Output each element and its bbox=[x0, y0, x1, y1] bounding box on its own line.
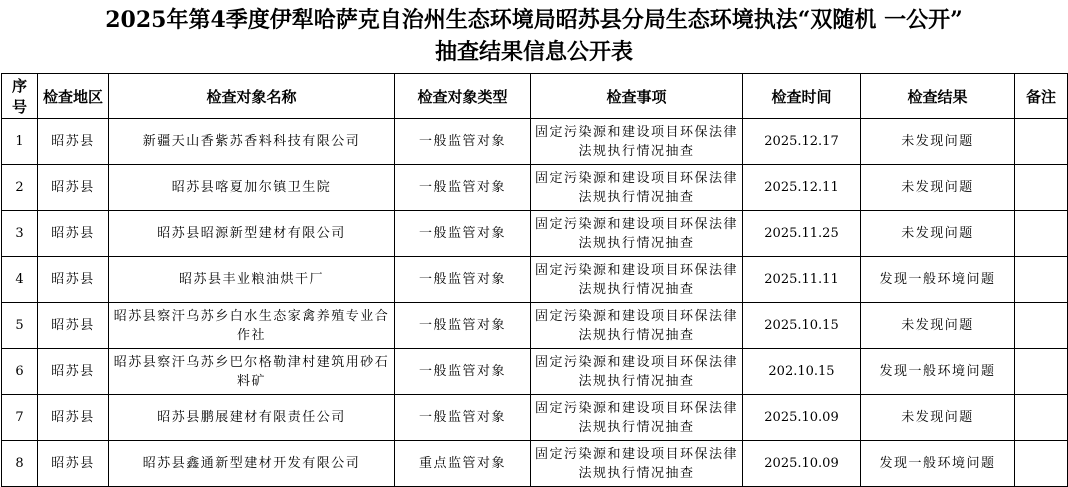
cell-name: 昭苏县丰业粮油烘干厂 bbox=[109, 257, 395, 303]
cell-item: 固定污染源和建设项目环保法律法规执行情况抽查 bbox=[531, 211, 743, 257]
table-row bbox=[2, 303, 1068, 349]
cell-seq: 2 bbox=[2, 165, 38, 211]
cell-note bbox=[1015, 441, 1068, 487]
cell-region: 昭苏县 bbox=[38, 165, 109, 211]
cell-date: 2025.10.09 bbox=[743, 395, 861, 441]
cell-result: 未发现问题 bbox=[861, 211, 1015, 257]
cell-seq: 5 bbox=[2, 303, 38, 349]
title-line-1: 2025年第4季度伊犁哈萨克自治州生态环境局昭苏县分局生态环境执法“双随机 一公开” bbox=[105, 7, 963, 33]
cell-name: 昭苏县鹏展建材有限责任公司 bbox=[109, 395, 395, 441]
cell-seq: 8 bbox=[2, 441, 38, 487]
cell-seq: 6 bbox=[2, 349, 38, 395]
cell-note bbox=[1015, 395, 1068, 441]
cell-date: 2025.11.11 bbox=[743, 257, 861, 303]
cell-result: 未发现问题 bbox=[861, 395, 1015, 441]
cell-result: 未发现问题 bbox=[861, 303, 1015, 349]
cell-item: 固定污染源和建设项目环保法律法规执行情况抽查 bbox=[531, 119, 743, 165]
cell-seq: 3 bbox=[2, 211, 38, 257]
cell-date: 2025.10.09 bbox=[743, 441, 861, 487]
table-row bbox=[2, 257, 1068, 303]
cell-type: 一般监管对象 bbox=[395, 211, 531, 257]
cell-date: 2025.12.17 bbox=[743, 119, 861, 165]
table-row bbox=[2, 349, 1068, 395]
cell-name: 昭苏县察汗乌苏乡白水生态家禽养殖专业合作社 bbox=[109, 303, 395, 349]
cell-note bbox=[1015, 303, 1068, 349]
header-region: 检查地区 bbox=[38, 74, 109, 119]
cell-type: 一般监管对象 bbox=[395, 119, 531, 165]
cell-type: 重点监管对象 bbox=[395, 441, 531, 487]
cell-note bbox=[1015, 257, 1068, 303]
cell-region: 昭苏县 bbox=[38, 303, 109, 349]
cell-item: 固定污染源和建设项目环保法律法规执行情况抽查 bbox=[531, 303, 743, 349]
cell-region: 昭苏县 bbox=[38, 349, 109, 395]
cell-seq: 1 bbox=[2, 119, 38, 165]
cell-type: 一般监管对象 bbox=[395, 349, 531, 395]
cell-note bbox=[1015, 165, 1068, 211]
header-row bbox=[2, 74, 1068, 119]
document-title bbox=[0, 0, 1068, 70]
cell-seq: 4 bbox=[2, 257, 38, 303]
cell-name: 昭苏县察汗乌苏乡巴尔格勒津村建筑用砂石料矿 bbox=[109, 349, 395, 395]
cell-item: 固定污染源和建设项目环保法律法规执行情况抽查 bbox=[531, 441, 743, 487]
cell-type: 一般监管对象 bbox=[395, 395, 531, 441]
cell-type: 一般监管对象 bbox=[395, 303, 531, 349]
table-row bbox=[2, 395, 1068, 441]
cell-region: 昭苏县 bbox=[38, 395, 109, 441]
table-row bbox=[2, 119, 1068, 165]
cell-date: 202.10.15 bbox=[743, 349, 861, 395]
cell-name: 昭苏县昭源新型建材有限公司 bbox=[109, 211, 395, 257]
header-result: 检查结果 bbox=[861, 74, 1015, 119]
header-item: 检查事项 bbox=[531, 74, 743, 119]
cell-type: 一般监管对象 bbox=[395, 165, 531, 211]
header-date: 检查时间 bbox=[743, 74, 861, 119]
cell-item: 固定污染源和建设项目环保法律法规执行情况抽查 bbox=[531, 257, 743, 303]
cell-result: 未发现问题 bbox=[861, 165, 1015, 211]
cell-date: 2025.11.25 bbox=[743, 211, 861, 257]
header-note: 备注 bbox=[1015, 74, 1068, 119]
table-row bbox=[2, 441, 1068, 487]
header-seq: 序号 bbox=[2, 74, 38, 119]
cell-item: 固定污染源和建设项目环保法律法规执行情况抽查 bbox=[531, 395, 743, 441]
title-line-2: 抽查结果信息公开表 bbox=[434, 39, 633, 65]
cell-date: 2025.12.11 bbox=[743, 165, 861, 211]
cell-note bbox=[1015, 349, 1068, 395]
cell-region: 昭苏县 bbox=[38, 119, 109, 165]
table-row bbox=[2, 211, 1068, 257]
header-type: 检查对象类型 bbox=[395, 74, 531, 119]
table-row bbox=[2, 165, 1068, 211]
header-name: 检查对象名称 bbox=[109, 74, 395, 119]
cell-note bbox=[1015, 119, 1068, 165]
cell-note bbox=[1015, 211, 1068, 257]
cell-type: 一般监管对象 bbox=[395, 257, 531, 303]
cell-seq: 7 bbox=[2, 395, 38, 441]
cell-result: 发现一般环境问题 bbox=[861, 257, 1015, 303]
cell-name: 昭苏县喀夏加尔镇卫生院 bbox=[109, 165, 395, 211]
cell-region: 昭苏县 bbox=[38, 211, 109, 257]
cell-item: 固定污染源和建设项目环保法律法规执行情况抽查 bbox=[531, 349, 743, 395]
cell-region: 昭苏县 bbox=[38, 257, 109, 303]
results-table bbox=[1, 73, 1068, 487]
cell-name: 新疆天山香紫苏香料科技有限公司 bbox=[109, 119, 395, 165]
cell-name: 昭苏县鑫通新型建材开发有限公司 bbox=[109, 441, 395, 487]
cell-result: 发现一般环境问题 bbox=[861, 441, 1015, 487]
cell-result: 未发现问题 bbox=[861, 119, 1015, 165]
cell-result: 发现一般环境问题 bbox=[861, 349, 1015, 395]
cell-item: 固定污染源和建设项目环保法律法规执行情况抽查 bbox=[531, 165, 743, 211]
cell-region: 昭苏县 bbox=[38, 441, 109, 487]
cell-date: 2025.10.15 bbox=[743, 303, 861, 349]
